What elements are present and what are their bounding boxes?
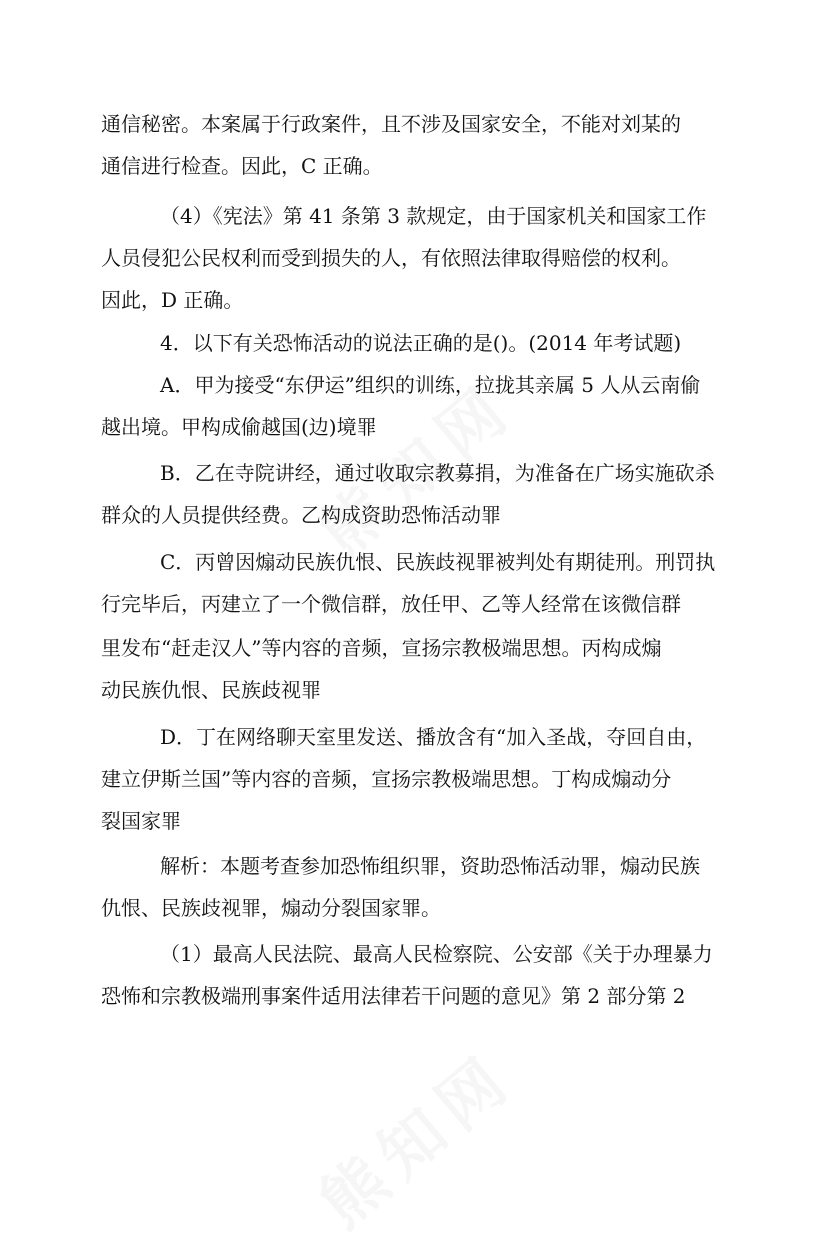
option-d: D．丁在网络聊天室里发送、播放含有“加入圣战，夺回自由，: [160, 725, 707, 749]
analysis: 恐怖和宗教极端刑事案件适用法律若干问题的意见》第 2 部分第 2: [101, 984, 686, 1008]
option-b: B．乙在寺院讲经，通过收取宗教募捐，为准备在广场实施砍杀: [160, 461, 715, 485]
text-line: 因此，D 正确。: [101, 288, 244, 312]
watermark: [297, 1027, 531, 1244]
option-d: 裂国家罪: [101, 809, 181, 833]
text-line: 通信秘密。本案属于行政案件，且不涉及国家安全，不能对刘某的: [101, 112, 681, 136]
option-a: 越出境。甲构成偷越国(边)境罪: [101, 415, 377, 439]
option-a: A．甲为接受“东伊运”组织的训练，拉拢其亲属 5 人从云南偷: [160, 373, 701, 397]
text-line: 人员侵犯公民权利而受到损失的人，有依照法律取得赔偿的权利。: [101, 246, 681, 270]
analysis: 解析：本题考查参加恐怖组织罪，资助恐怖活动罪，煽动民族: [160, 854, 700, 878]
option-c: C．丙曾因煽动民族仇恨、民族歧视罪被判处有期徒刑。刑罚执: [160, 550, 716, 574]
text-line: （4）《宪法》第 41 条第 3 款规定，由于国家机关和国家工作: [160, 204, 707, 228]
analysis: （1）最高人民法院、最高人民检察院、公安部《关于办理暴力: [160, 942, 713, 966]
option-c: 里发布“赶走汉人”等内容的音频，宣扬宗教极端思想。丙构成煽: [101, 636, 662, 660]
analysis: 仇恨、民族歧视罪，煽动分裂国家罪。: [101, 896, 441, 920]
option-b: 群众的人员提供经费。乙构成资助恐怖活动罪: [101, 503, 501, 527]
option-c: 动民族仇恨、民族歧视罪: [101, 678, 321, 702]
question-stem: 4．以下有关恐怖活动的说法正确的是()。(2014 年考试题): [160, 331, 682, 355]
option-c: 行完毕后，丙建立了一个微信群，放任甲、乙等人经常在该微信群: [101, 592, 681, 616]
option-d: 建立伊斯兰国”等内容的音频，宣扬宗教极端思想。丁构成煽动分: [101, 767, 672, 791]
text-line: 通信进行检查。因此，C 正确。: [101, 154, 383, 178]
